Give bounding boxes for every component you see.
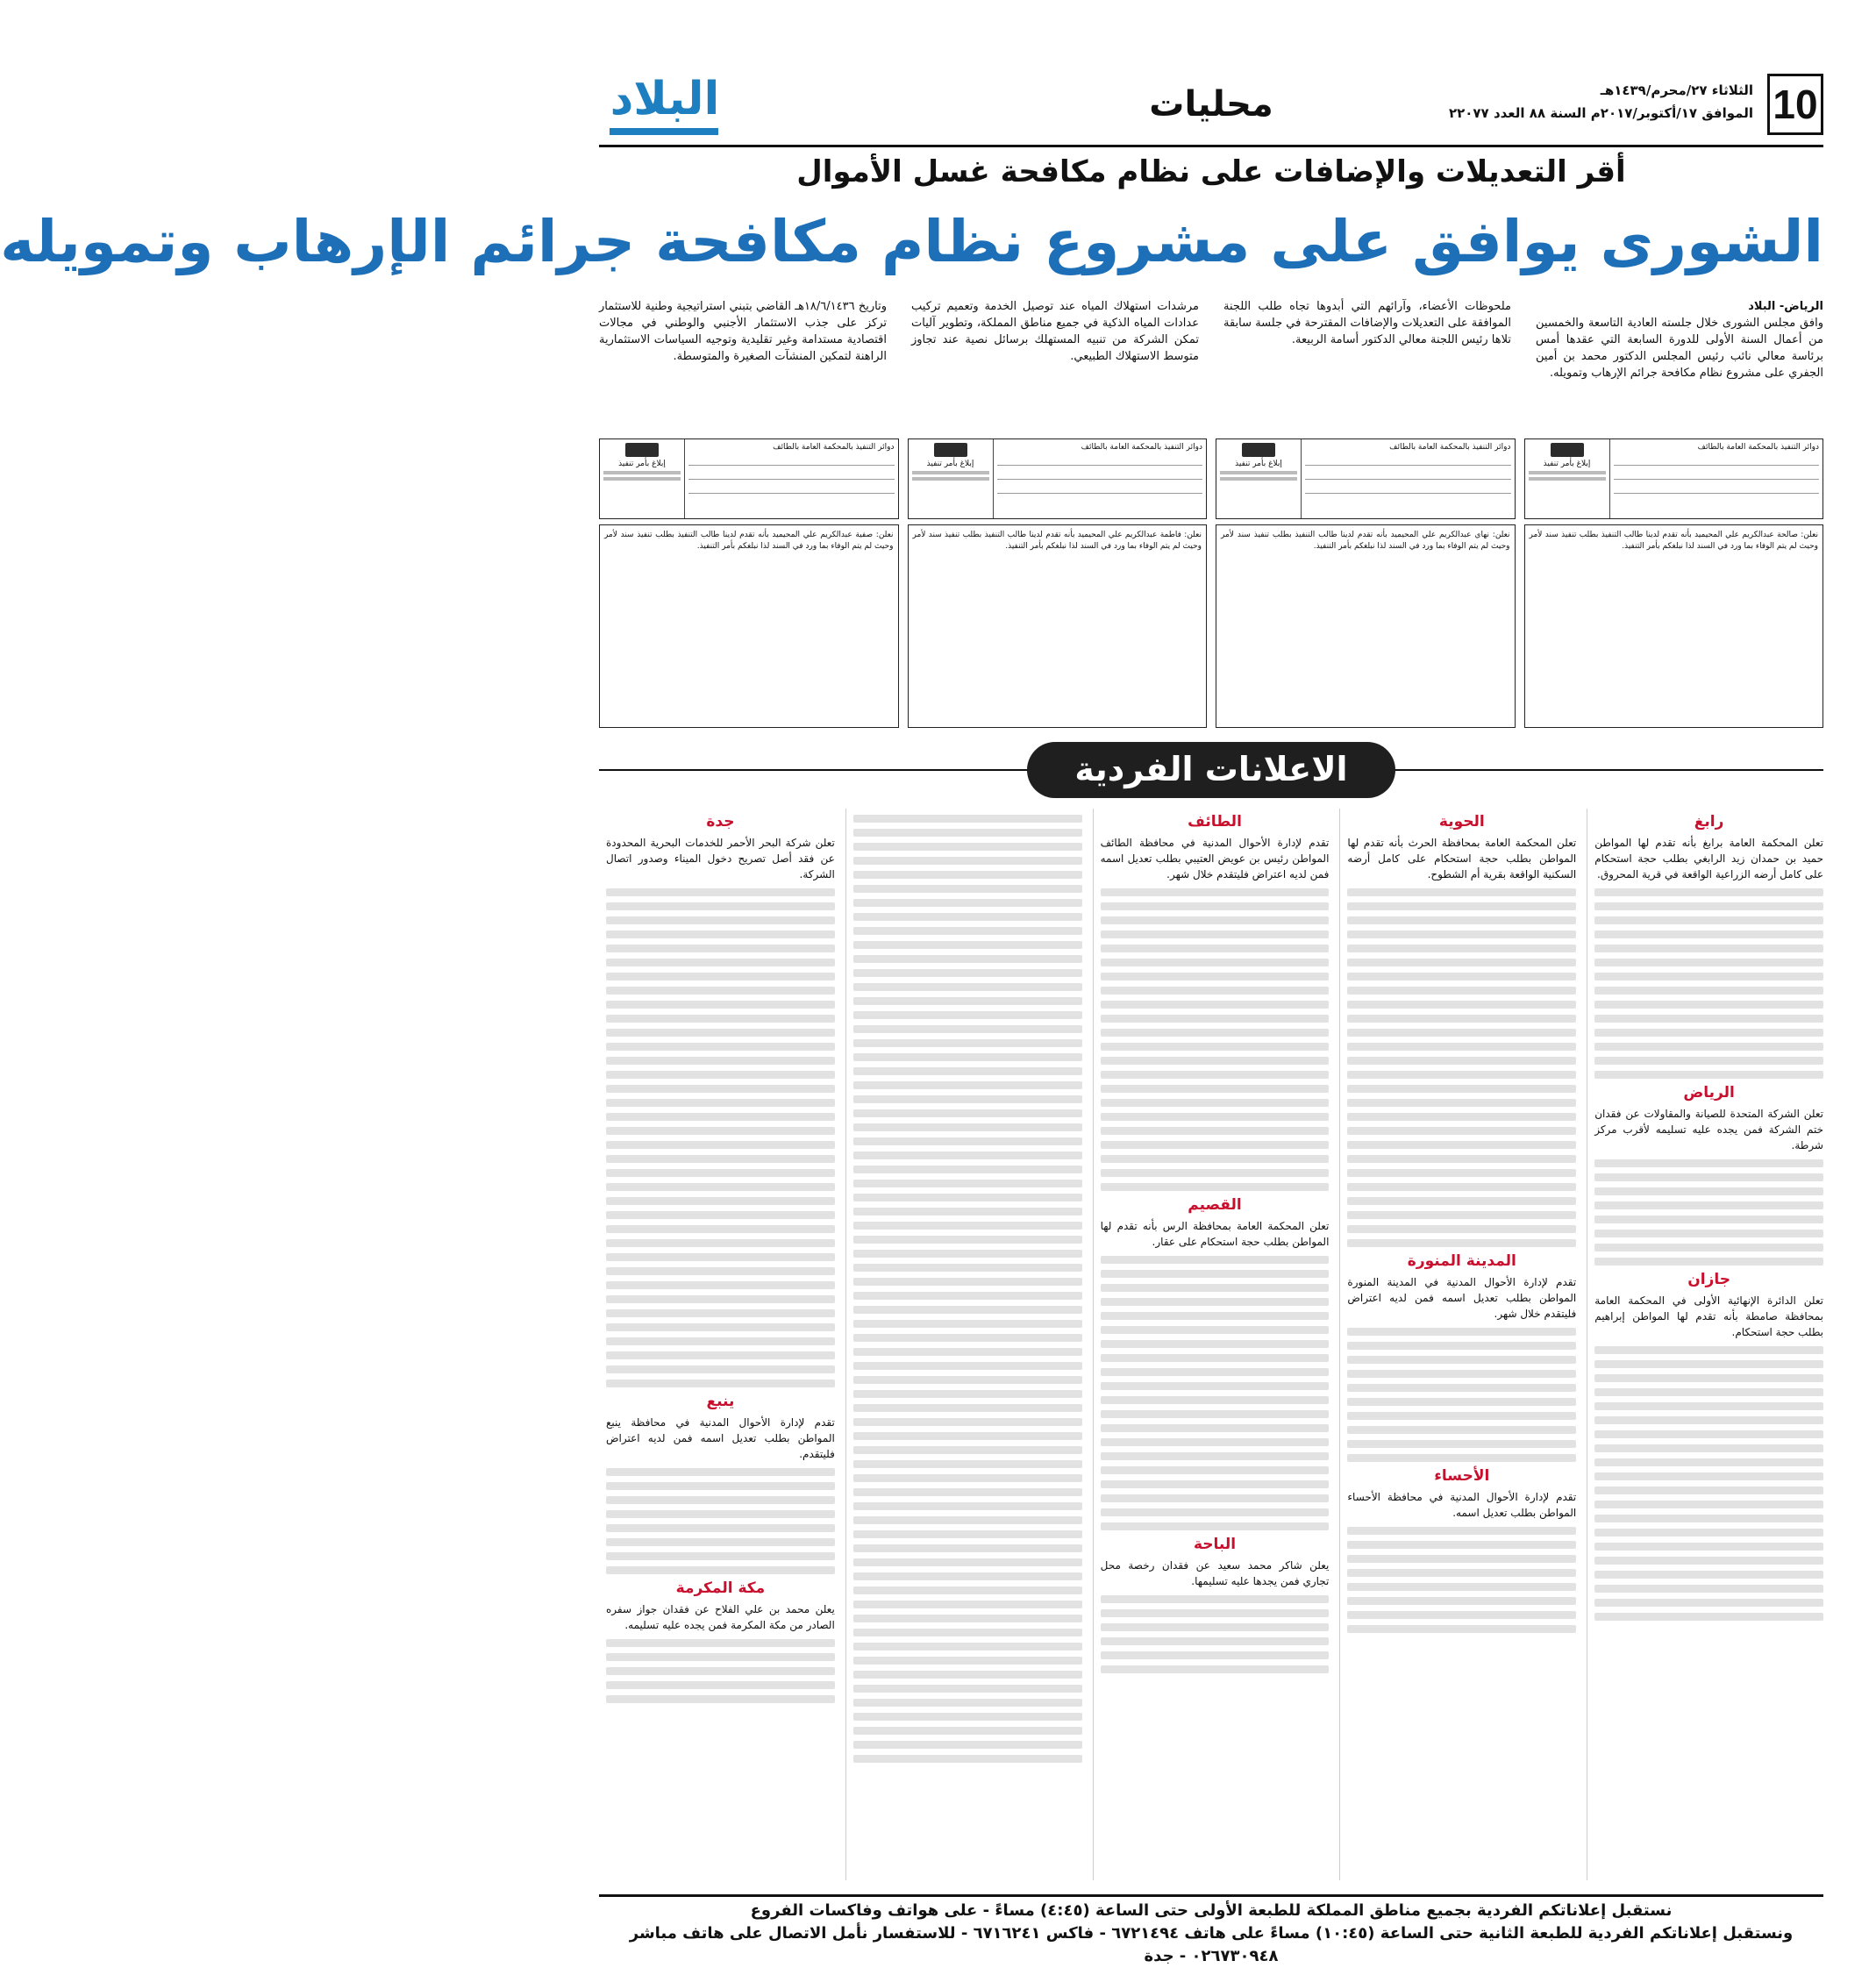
ministry-emblem-icon (1242, 443, 1275, 457)
notice-table (684, 439, 898, 518)
notice-header (1524, 438, 1824, 519)
notice-row (688, 468, 895, 480)
notice-stamp (600, 439, 684, 518)
classifieds-banner-row (599, 742, 1823, 798)
notice-row (1614, 468, 1820, 480)
notice-row (688, 454, 895, 466)
notice-header (1216, 438, 1516, 519)
notice-row (1614, 454, 1820, 466)
newspaper-logo (599, 68, 731, 137)
page-number: 10 (1767, 74, 1823, 135)
city-heading: مكة المكرمة (675, 1579, 766, 1597)
stamp-label: إبلاغ بأمر تنفيذ (1543, 460, 1591, 468)
ministry-emblem-icon (934, 443, 967, 457)
notice (599, 438, 899, 728)
notice-header (908, 438, 1208, 519)
classified-ad: تعلن الشركة المتحدة للصيانة والمقاولات عن فقدان ختم الشركة فمن يجده عليه تسليمه لأقرب مركز شرطة. (1594, 1108, 1823, 1151)
stamp-label: إبلاغ بأمر تنفيذ (1235, 460, 1282, 468)
byline: الرياض- البلاد (1748, 300, 1823, 313)
ministry-emblem-icon (625, 443, 659, 457)
notice-line (1529, 471, 1606, 474)
classified-ad: يعلن محمد بن علي الفلاح عن فقدان جواز سفره الصادر من مكة المكرمة فمن يجده عليه تسليمه. (606, 1603, 835, 1631)
masthead (599, 61, 1823, 147)
classifieds-column (599, 809, 835, 1880)
classifieds-column (1587, 809, 1823, 1880)
notice-stamp (909, 439, 993, 518)
notice-row (997, 482, 1203, 494)
notice-body: نعلن: صالحة عبدالكريم علي المحيميد بأنه تقدم لدينا طالب التنفيذ بطلب تنفيذ سند لأمر وحيث لم يتم الوفاء بما ورد في السند لذا نبلغكم بأمر التنفيذ. (1524, 524, 1824, 728)
notice-row (688, 482, 895, 494)
classifieds-column (845, 809, 1082, 1880)
city-heading: رابغ (1694, 813, 1724, 831)
notice-line (603, 477, 681, 481)
notice-line (603, 471, 681, 474)
classified-ad: تقدم لإدارة الأحوال المدنية في محافظة ينبع المواطن بطلب تعديل اسمه فمن لديه اعتراض فليتقدم. (606, 1416, 835, 1460)
notice-row (1305, 454, 1511, 466)
date-line-1: الثلاثاء ٢٧/محرم/١٤٣٩هـ (1600, 82, 1753, 98)
article-headline: الشورى يوافق على مشروع نظام مكافحة جرائم الإرهاب وتمويله (0, 208, 1823, 275)
city-heading: جدة (706, 813, 735, 831)
classified-ad: يعلن شاكر محمد سعيد عن فقدان رخصة محل تجاري فمن يجدها عليه تسليمها. (1100, 1559, 1330, 1587)
city-heading: الحوية (1438, 813, 1485, 831)
article-column (911, 298, 1199, 431)
article-text: وتاريخ ١٨/٦/١٤٣٦هـ القاضي بتبني استراتيجية وطنية للاستثمار تركز على جذب الاستثمار الأجنبي والوطني في مجالات اقتصادية مستدامة وغير تقليدية وتوجيه السياسات الاستثمارية الراهنة لتمكين المنشآت الصغيرة والمتوسطة. (599, 300, 887, 363)
notice-table (993, 439, 1207, 518)
classified-ad: تعلن شركة البحر الأحمر للخدمات البحرية المحدودة عن فقد أصل تصريح دخول الميناء وصدور اتصال الشركة. (606, 837, 835, 881)
notice-stamp (1525, 439, 1609, 518)
notice-line (1220, 471, 1297, 474)
notice-title: دوائر التنفيذ بالمحكمة العامة بالطائف (1081, 443, 1202, 452)
logo-underline (610, 128, 718, 135)
notice-row (997, 454, 1203, 466)
city-heading: الطائف (1188, 813, 1242, 831)
date-line-2: الموافق ١٧/أكتوبر/٢٠١٧م السنة ٨٨ العدد ٢٢٠٧٧ (1448, 105, 1753, 121)
classified-ad: تعلن الدائرة الإنهائية الأولى في المحكمة العامة بمحافظة صامطة بأنه تقدم لها المواطن إبراهيم بطلب حجة استحكام. (1594, 1294, 1823, 1338)
article-text: مرشدات استهلاك المياه عند توصيل الخدمة وتعميم تركيب عدادات المياه الذكية في جميع مناطق المملكة، وتطوير آليات تمكن الشركة من تنبيه المستهلك برسائل نصية عند تجاوز متوسط الاستهلاك الطبيعي. (911, 300, 1199, 363)
notice (1216, 438, 1516, 728)
city-heading: الباحة (1193, 1536, 1237, 1553)
classified-ad: تعلن المحكمة العامة بمحافظة الحرث بأنه تقدم لها المواطن بطلب حجة استحكام على كامل أرضه السكنية الواقعة بقرية أم الشطوح. (1347, 837, 1577, 881)
article-kicker: أقر التعديلات والإضافات على نظام مكافحة غسل الأموال (796, 154, 1626, 189)
notice-line (1220, 477, 1297, 481)
notice-row (1305, 468, 1511, 480)
notice-body: نعلن: صفية عبدالكريم علي المحيميد بأنه تقدم لدينا طالب التنفيذ بطلب تنفيذ سند لأمر وحيث لم يتم الوفاء بما ورد في السند لذا نبلغكم بأمر التنفيذ. (599, 524, 899, 728)
city-heading: الرياض (1683, 1084, 1735, 1102)
article-column (1223, 298, 1511, 431)
notice-stamp (1216, 439, 1301, 518)
classified-ad: تعلن المحكمة العامة بمحافظة الرس بأنه تقدم لها المواطن بطلب حجة استحكام على عقار. (1100, 1220, 1330, 1248)
article-column (1536, 298, 1823, 431)
stamp-label: إبلاغ بأمر تنفيذ (926, 460, 974, 468)
notice-header (599, 438, 899, 519)
classified-ad: تعلن المحكمة العامة برابغ بأنه تقدم لها المواطن حميد بن حمدان زيد الرابغي بطلب حجة استحكام على كامل أرضه الزراعية الواقعة في قرية المحروق. (1594, 837, 1823, 881)
city-heading: ينبع (706, 1393, 735, 1410)
notice-line (1529, 477, 1606, 481)
notice-table (1301, 439, 1515, 518)
classifieds-banner: الاعلانات الفردية (1027, 742, 1395, 798)
city-heading: جازان (1687, 1271, 1730, 1288)
notice (1524, 438, 1824, 728)
logo-text: البلاد (610, 73, 720, 125)
classified-ad: تقدم لإدارة الأحوال المدنية في محافظة الطائف المواطن رئيس بن عويض العتيبي بطلب تعديل اسمه فمن لديه اعتراض فليتقدم خلال شهر. (1100, 837, 1330, 881)
article-body (599, 298, 1823, 431)
notice-title: دوائر التنفيذ بالمحكمة العامة بالطائف (1389, 443, 1511, 452)
classified-ad: تقدم لإدارة الأحوال المدنية في محافظة الأحساء المواطن بطلب تعديل اسمه. (1347, 1491, 1577, 1519)
execution-notices (599, 438, 1823, 728)
city-heading: المدينة المنورة (1407, 1252, 1516, 1270)
notice-line (912, 471, 989, 474)
notice (908, 438, 1208, 728)
notice-line (912, 477, 989, 481)
section-title: محليات (1149, 84, 1273, 125)
classifieds-column (1093, 809, 1330, 1880)
city-heading: الأحساء (1434, 1467, 1490, 1485)
notice-body: نعلن: نهاي عبدالكريم علي المحيميد بأنه تقدم لدينا طالب التنفيذ بطلب تنفيذ سند لأمر وحيث لم يتم الوفاء بما ورد في السند لذا نبلغكم بأمر التنفيذ. (1216, 524, 1516, 728)
notice-table (1609, 439, 1823, 518)
notice-title: دوائر التنفيذ بالمحكمة العامة بالطائف (1697, 443, 1819, 452)
ministry-emblem-icon (1551, 443, 1584, 457)
article-text: وافق مجلس الشورى خلال جلسته العادية التاسعة والخمسين من أعمال السنة الأولى للدورة السابعة التي عقدها أمس برئاسة معالي نائب رئيس المجلس الدكتور محمد بن أمين الجفري على مشروع نظام مكافحة جرائم الإرهاب وتمويله. (1536, 317, 1823, 380)
notice-body: نعلن: فاطمة عبدالكريم علي المحيميد بأنه تقدم لدينا طالب التنفيذ بطلب تنفيذ سند لأمر وحيث لم يتم الوفاء بما ورد في السند لذا نبلغكم بأمر التنفيذ. (908, 524, 1208, 728)
classified-ad: تقدم لإدارة الأحوال المدنية في المدينة المنورة المواطن بطلب تعديل اسمه فمن لديه اعتراض فليتقدم خلال شهر. (1347, 1276, 1577, 1320)
article-column (599, 298, 887, 431)
footer-line-2: ونستقبل إعلاناتكم الفردية للطبعة الثانية حتى الساعة (١٠:٤٥) مساءً على هاتف ٦٧٢١٤٩٤ - فاكس ٦٧١٦٢٤١ - للاستفسار نأمل الاتصال على هاتف مباشر ٠٢٦٧٣٠٩٤٨ - جدة (629, 1924, 1794, 1965)
ads-footer (599, 1894, 1823, 1965)
city-heading: القصيم (1188, 1196, 1242, 1214)
notice-row (997, 468, 1203, 480)
notice-title: دوائر التنفيذ بالمحكمة العامة بالطائف (773, 443, 895, 452)
notice-row (1305, 482, 1511, 494)
notice-row (1614, 482, 1820, 494)
footer-line-1: نستقبل إعلاناتكم الفردية بجميع مناطق المملكة للطبعة الأولى حتى الساعة (٤:٤٥) مساءً - على هواتف وفاكسات الفروع (750, 1901, 1673, 1920)
stamp-label: إبلاغ بأمر تنفيذ (618, 460, 666, 468)
article-text: ملحوظات الأعضاء، وآرائهم التي أبدوها تجاه طلب اللجنة الموافقة على التعديلات والإضافات المقترحة في جلسة سابقة تلاها رئيس اللجنة معالي الدكتور أسامة الربيعة. (1223, 300, 1511, 346)
classifieds-column (1339, 809, 1576, 1880)
classifieds (599, 809, 1823, 1880)
